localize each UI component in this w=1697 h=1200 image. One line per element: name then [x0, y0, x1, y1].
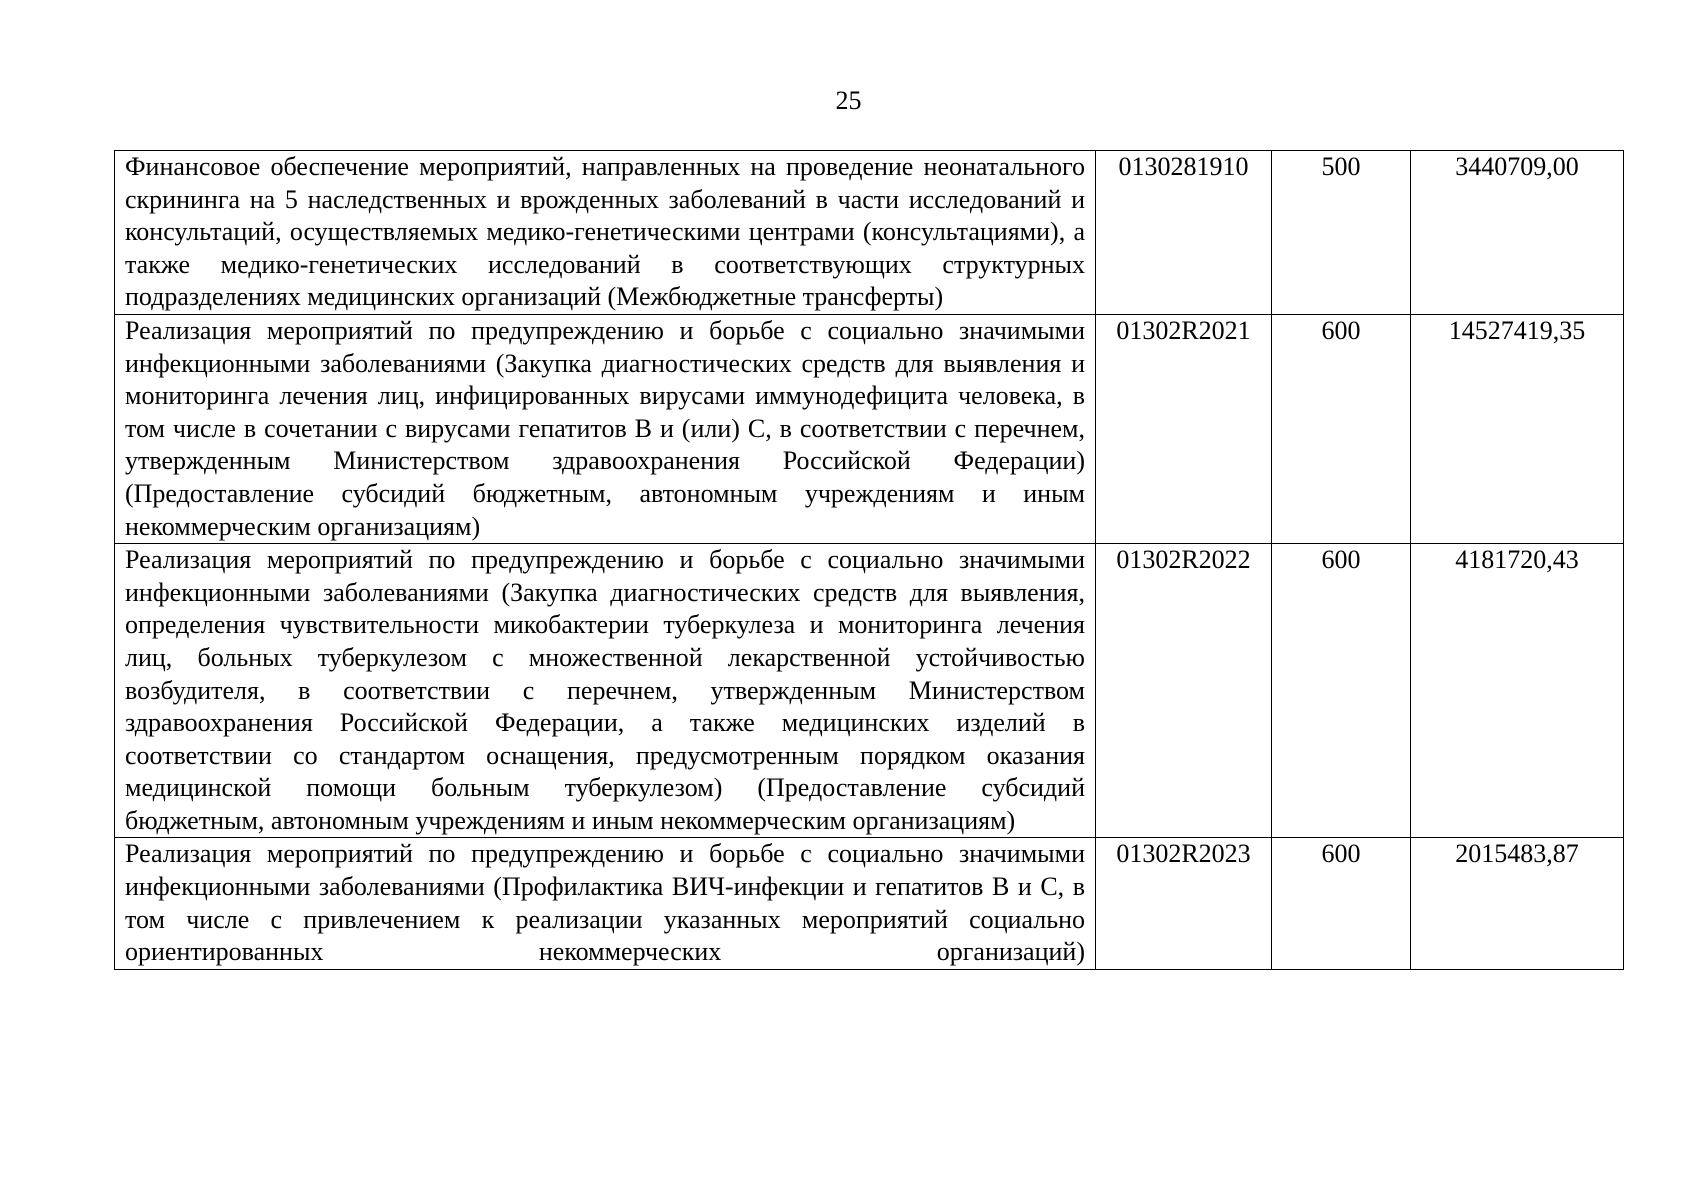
- row-expense-type: 500: [1272, 151, 1411, 315]
- table-row: [115, 314, 1624, 543]
- row-amount: 3440709,00: [1411, 151, 1624, 315]
- row-target-code: 01302R2023: [1096, 838, 1272, 969]
- row-description: Реализация мероприятий по предупреждению и борьбе с социально значимыми инфекционными заболеваниями (Закупка диагностических средств для выявления и мониторинга лечения лиц, инфицированных вирусами иммунодефицита человека, в том числе в сочетании с вирусами гепатитов B и (или) C, в соответствии с перечнем, утвержденным Министерством здравоохранения Российской Федерации) (Предоставление субсидий бюджетным, автономным учреждениям и иным некоммерческим организациям): [115, 314, 1096, 543]
- table-row: [115, 838, 1624, 969]
- row-target-code: 01302R2021: [1096, 314, 1272, 543]
- row-amount: 14527419,35: [1411, 314, 1624, 543]
- table-row: [115, 151, 1624, 315]
- row-amount: 4181720,43: [1411, 544, 1624, 838]
- table-row: [115, 544, 1624, 838]
- page-number: 25: [835, 86, 862, 115]
- row-expense-type: 600: [1272, 544, 1411, 838]
- row-description: Реализация мероприятий по предупреждению и борьбе с социально значимыми инфекционными заболеваниями (Закупка диагностических средств для выявления, определения чувствительности микобактерии туберкулеза и мониторинга лечения лиц, больных туберкулезом с множественной лекарственной устойчивостью возбудителя, в соответствии с перечнем, утвержденным Министерством здравоохранения Российской Федерации, а также медицинских изделий в соответствии со стандартом оснащения, предусмотренным порядком оказания медицинской помощи больным туберкулезом) (Предоставление субсидий бюджетным, автономным учреждениям и иным некоммерческим организациям): [115, 544, 1096, 838]
- row-target-code: 0130281910: [1096, 151, 1272, 315]
- row-amount: 2015483,87: [1411, 838, 1624, 969]
- row-description: Реализация мероприятий по предупреждению и борьбе с социально значимыми инфекционными заболеваниями (Профилактика ВИЧ-инфекции и гепатитов B и C, в том числе с привлечением к реализации указанных мероприятий социально ориентированных некоммерческих организаций): [115, 838, 1096, 969]
- row-expense-type: 600: [1272, 838, 1411, 969]
- row-target-code: 01302R2022: [1096, 544, 1272, 838]
- row-description: Финансовое обеспечение мероприятий, направленных на проведение неонатального скрининга на 5 наследственных и врожденных заболеваний в части исследований и консультаций, осуществляемых медико-генетическими центрами (консультациями), а также медико-генетических исследований в соответствующих структурных подразделениях медицинских организаций (Межбюджетные трансферты): [115, 151, 1096, 315]
- row-expense-type: 600: [1272, 314, 1411, 543]
- budget-table: [114, 150, 1624, 970]
